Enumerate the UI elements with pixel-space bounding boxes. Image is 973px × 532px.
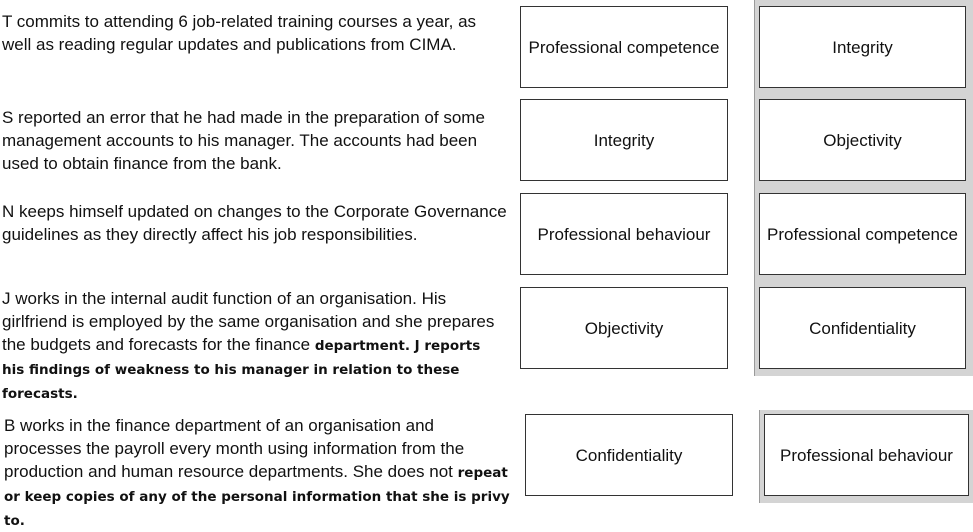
option-professional-competence[interactable] bbox=[520, 6, 728, 88]
answer-label: Confidentiality bbox=[809, 318, 916, 338]
option-label: Professional competence bbox=[528, 37, 720, 57]
option-label: Confidentiality bbox=[575, 445, 683, 465]
answer-slot-5[interactable] bbox=[764, 414, 969, 496]
option-objectivity[interactable] bbox=[520, 287, 728, 369]
option-label: Objectivity bbox=[584, 318, 664, 338]
scenario-3 bbox=[2, 200, 507, 246]
scenario-5-text: B works in the finance department of an organisation and processes the payroll every month using information from the production and human resource departments. She does not bbox=[4, 416, 465, 481]
scenario-1-text: T commits to attending 6 job-related training courses a year, as well as reading regular updates and publications from CIMA. bbox=[2, 12, 477, 54]
answer-label: Professional behaviour bbox=[780, 445, 953, 465]
answer-slot-2[interactable] bbox=[759, 99, 966, 181]
answer-slot-1[interactable] bbox=[759, 6, 966, 88]
answer-slot-3[interactable] bbox=[759, 193, 966, 275]
option-confidentiality[interactable] bbox=[525, 414, 733, 496]
answer-slot-4[interactable] bbox=[759, 287, 966, 369]
option-integrity[interactable] bbox=[520, 99, 728, 181]
scenario-4-text: J works in the internal audit function of an organisation. His girlfriend is employed by the same organisation and she prepares the budgets and forecasts for the finance bbox=[2, 289, 495, 354]
scenario-1 bbox=[2, 10, 507, 56]
scenario-2 bbox=[2, 106, 507, 175]
scenario-5 bbox=[4, 414, 510, 532]
answer-label: Objectivity bbox=[823, 130, 902, 150]
option-label: Professional behaviour bbox=[537, 224, 711, 244]
scenario-3-text: N keeps himself updated on changes to the Corporate Governance guidelines as they directly affect his job responsibilities. bbox=[2, 202, 507, 244]
answer-label: Professional competence bbox=[767, 224, 958, 244]
scenario-5-bold-text: repeat or keep copies of any of the personal information that she is privy to. bbox=[4, 465, 510, 529]
answer-label: Integrity bbox=[832, 37, 893, 57]
scenario-4-bold-text: department. J reports his findings of weakness to his manager in relation to these forecasts. bbox=[2, 338, 481, 402]
scenario-2-text: S reported an error that he had made in the preparation of some management accounts to his manager. The accounts had been used to obtain finance from the bank. bbox=[2, 108, 485, 173]
option-label: Integrity bbox=[593, 130, 655, 150]
scenario-4 bbox=[2, 287, 497, 405]
option-professional-behaviour[interactable] bbox=[520, 193, 728, 275]
